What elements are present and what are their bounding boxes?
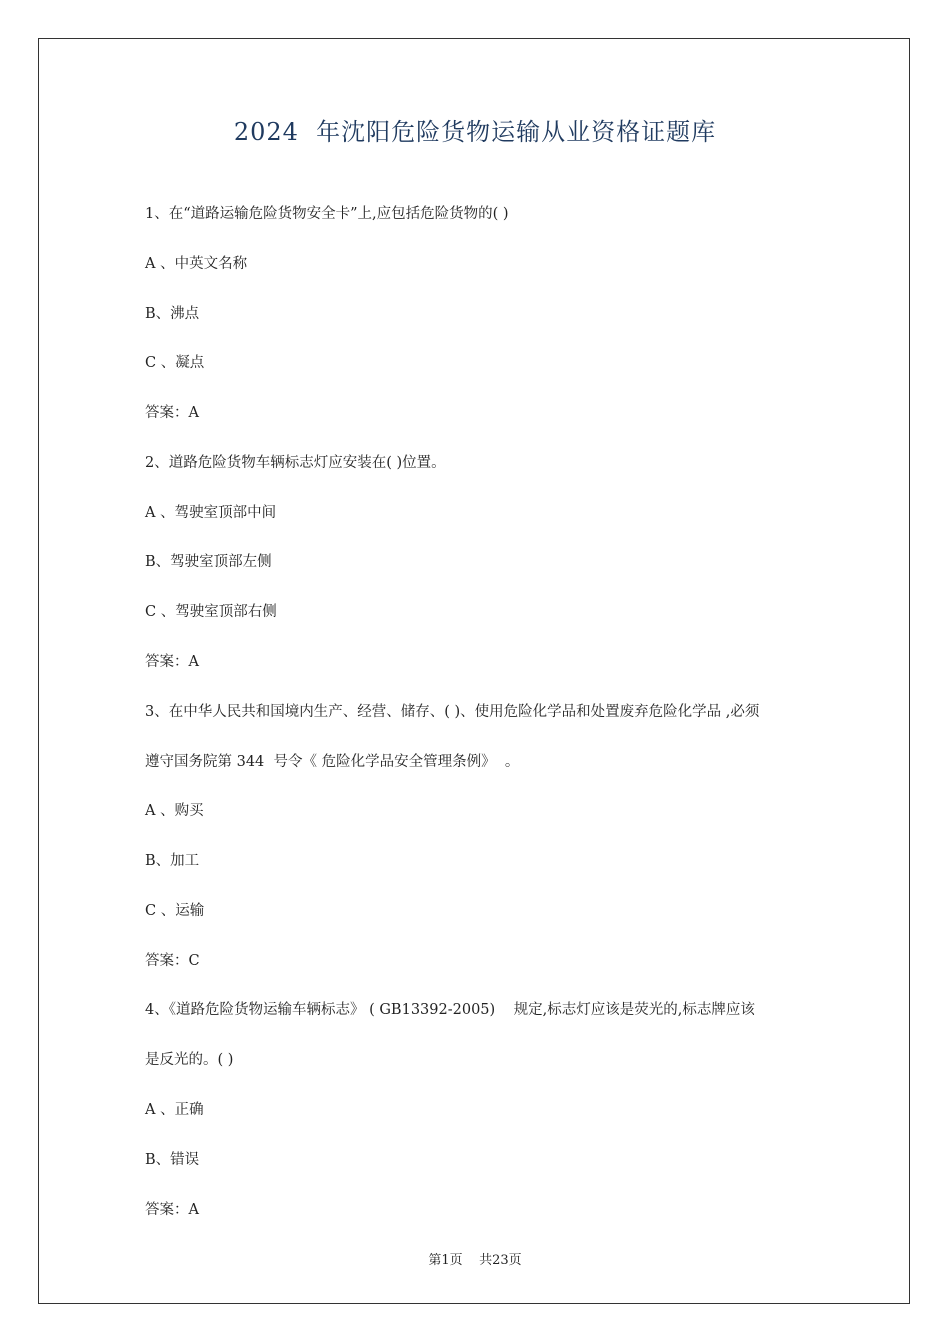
question-1-text: 1、在“道路运输危险货物安全卡”上,应包括危险货物的( )	[145, 206, 509, 222]
question-4-text-continued: 是反光的。( )	[145, 1052, 234, 1068]
question-1-option-a: A 、中英文名称	[145, 256, 248, 272]
question-3-option-b: B、加工	[145, 853, 200, 869]
question-4-text: 4、《道路危险货物运输车辆标志》 ( GB13392-2005) 规定,标志灯应该是荧光的,标志牌应该	[145, 1002, 755, 1018]
question-2-answer: 答案：A	[145, 654, 199, 670]
question-2-option-c: C 、驾驶室顶部右侧	[145, 604, 277, 620]
question-4-option-b: B、错误	[145, 1152, 200, 1168]
question-3-text: 3、在中华人民共和国境内生产、经营、储存、( )、使用危险化学品和处置废弃危险化学品 ,必须	[145, 704, 760, 720]
question-3-option-c: C 、运输	[145, 903, 205, 919]
question-2-option-b: B、驾驶室顶部左侧	[145, 554, 272, 570]
question-1-option-b: B、沸点	[145, 306, 200, 322]
question-1-option-c: C 、凝点	[145, 355, 205, 371]
document-title: 2024 年沈阳危险货物运输从业资格证题库	[233, 118, 717, 146]
question-4-option-a: A 、正确	[145, 1102, 204, 1118]
question-3-text-continued: 遵守国务院第 344 号令《 危险化学品安全管理条例》 。	[145, 754, 520, 770]
question-4-answer: 答案：A	[145, 1202, 199, 1218]
question-1-answer: 答案：A	[145, 405, 199, 421]
page-number-footer: 第1页 共23页	[428, 1253, 522, 1268]
question-3-option-a: A 、购买	[145, 803, 204, 819]
question-2-text: 2、道路危险货物车辆标志灯应安装在( )位置。	[145, 455, 446, 471]
question-3-answer: 答案：C	[145, 953, 200, 969]
question-2-option-a: A 、驾驶室顶部中间	[145, 505, 277, 521]
